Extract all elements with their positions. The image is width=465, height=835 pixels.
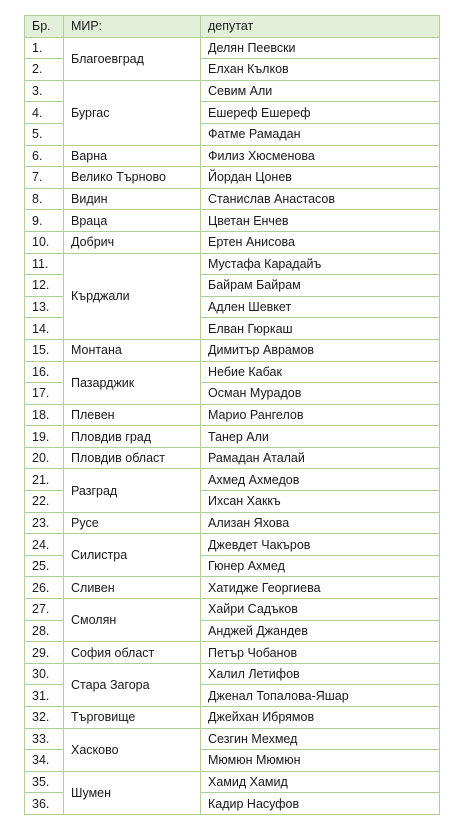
table-row <box>25 210 440 232</box>
row-number: 10. <box>25 231 64 253</box>
row-number: 31. <box>25 685 64 707</box>
table-row <box>25 577 440 599</box>
table-row <box>25 188 440 210</box>
table-row <box>25 663 440 685</box>
deputy-name: Адлен Шевкет <box>201 296 440 318</box>
table-row <box>25 145 440 167</box>
mir-cell: Сливен <box>64 577 201 599</box>
deputy-name: Хайри Садъков <box>201 599 440 621</box>
deputy-name: Джейхан Ибрямов <box>201 707 440 729</box>
deputy-name: Ертен Анисова <box>201 231 440 253</box>
row-number: 32. <box>25 707 64 729</box>
table-row <box>25 253 440 275</box>
mir-cell: Добрич <box>64 231 201 253</box>
mir-cell: Благоевград <box>64 37 201 80</box>
deputy-name: Халил Летифов <box>201 663 440 685</box>
deputy-name: Ахмед Ахмедов <box>201 469 440 491</box>
table-row <box>25 599 440 621</box>
row-number: 4. <box>25 102 64 124</box>
mir-cell: Пловдив област <box>64 447 201 469</box>
deputy-name: Филиз Хюсменова <box>201 145 440 167</box>
row-number: 11. <box>25 253 64 275</box>
mir-cell: Русе <box>64 512 201 534</box>
deputies-table <box>24 15 440 815</box>
row-number: 35. <box>25 771 64 793</box>
mir-cell: Пловдив град <box>64 426 201 448</box>
row-number: 13. <box>25 296 64 318</box>
row-number: 1. <box>25 37 64 59</box>
row-number: 5. <box>25 123 64 145</box>
row-number: 16. <box>25 361 64 383</box>
deputy-name: Цветан Енчев <box>201 210 440 232</box>
deputy-name: Джевдет Чакъров <box>201 534 440 556</box>
table-row <box>25 404 440 426</box>
table-row <box>25 80 440 102</box>
row-number: 8. <box>25 188 64 210</box>
deputy-name: Ализан Яхова <box>201 512 440 534</box>
deputy-name: Фатме Рамадан <box>201 123 440 145</box>
row-number: 25. <box>25 555 64 577</box>
mir-cell: Кърджали <box>64 253 201 339</box>
table-row <box>25 426 440 448</box>
table-row <box>25 771 440 793</box>
table-row <box>25 512 440 534</box>
table-row <box>25 534 440 556</box>
row-number: 36. <box>25 793 64 815</box>
table-row <box>25 469 440 491</box>
row-number: 26. <box>25 577 64 599</box>
table-row <box>25 231 440 253</box>
mir-cell: Велико Търново <box>64 167 201 189</box>
deputy-name: Мюмюн Мюмюн <box>201 750 440 772</box>
header-deputy: депутат <box>201 16 440 38</box>
mir-cell: Пазарджик <box>64 361 201 404</box>
table-row <box>25 167 440 189</box>
deputies-table-container <box>24 15 440 815</box>
header-mir: МИР: <box>64 16 201 38</box>
deputy-name: Елван Гюркаш <box>201 318 440 340</box>
table-header-row <box>25 16 440 38</box>
mir-cell: Видин <box>64 188 201 210</box>
table-row <box>25 728 440 750</box>
mir-cell: Стара Загора <box>64 663 201 706</box>
row-number: 30. <box>25 663 64 685</box>
mir-cell: Смолян <box>64 599 201 642</box>
mir-cell: София област <box>64 642 201 664</box>
row-number: 28. <box>25 620 64 642</box>
table-row <box>25 361 440 383</box>
row-number: 20. <box>25 447 64 469</box>
deputy-name: Ешереф Ешереф <box>201 102 440 124</box>
deputy-name: Ихсан Хаккъ <box>201 491 440 513</box>
deputy-name: Дженал Топалова-Яшар <box>201 685 440 707</box>
row-number: 29. <box>25 642 64 664</box>
deputy-name: Петър Чобанов <box>201 642 440 664</box>
deputy-name: Станислав Анастасов <box>201 188 440 210</box>
mir-cell: Търговище <box>64 707 201 729</box>
row-number: 34. <box>25 750 64 772</box>
deputy-name: Небие Кабак <box>201 361 440 383</box>
header-number: Бр. <box>25 16 64 38</box>
row-number: 6. <box>25 145 64 167</box>
row-number: 17. <box>25 383 64 405</box>
row-number: 12. <box>25 275 64 297</box>
row-number: 22. <box>25 491 64 513</box>
row-number: 3. <box>25 80 64 102</box>
deputy-name: Анджей Джандев <box>201 620 440 642</box>
deputy-name: Йордан Цонев <box>201 167 440 189</box>
row-number: 23. <box>25 512 64 534</box>
row-number: 7. <box>25 167 64 189</box>
row-number: 33. <box>25 728 64 750</box>
mir-cell: Плевен <box>64 404 201 426</box>
deputy-name: Гюнер Ахмед <box>201 555 440 577</box>
mir-cell: Бургас <box>64 80 201 145</box>
deputy-name: Байрам Байрам <box>201 275 440 297</box>
row-number: 24. <box>25 534 64 556</box>
deputy-name: Танер Али <box>201 426 440 448</box>
table-row <box>25 447 440 469</box>
deputy-name: Хатидже Георгиева <box>201 577 440 599</box>
table-body <box>25 37 440 814</box>
deputy-name: Кадир Насуфов <box>201 793 440 815</box>
deputy-name: Елхан Кълков <box>201 59 440 81</box>
deputy-name: Севим Али <box>201 80 440 102</box>
mir-cell: Силистра <box>64 534 201 577</box>
row-number: 9. <box>25 210 64 232</box>
table-row <box>25 37 440 59</box>
mir-cell: Разград <box>64 469 201 512</box>
deputy-name: Марио Рангелов <box>201 404 440 426</box>
row-number: 15. <box>25 339 64 361</box>
deputy-name: Хамид Хамид <box>201 771 440 793</box>
table-row <box>25 707 440 729</box>
row-number: 19. <box>25 426 64 448</box>
deputy-name: Рамадан Аталай <box>201 447 440 469</box>
deputy-name: Димитър Аврамов <box>201 339 440 361</box>
table-row <box>25 339 440 361</box>
deputy-name: Осман Мурадов <box>201 383 440 405</box>
row-number: 14. <box>25 318 64 340</box>
row-number: 27. <box>25 599 64 621</box>
mir-cell: Шумен <box>64 771 201 814</box>
row-number: 21. <box>25 469 64 491</box>
mir-cell: Монтана <box>64 339 201 361</box>
deputy-name: Сезгин Мехмед <box>201 728 440 750</box>
mir-cell: Хасково <box>64 728 201 771</box>
deputy-name: Мустафа Карадайъ <box>201 253 440 275</box>
mir-cell: Враца <box>64 210 201 232</box>
mir-cell: Варна <box>64 145 201 167</box>
deputy-name: Делян Пеевски <box>201 37 440 59</box>
row-number: 18. <box>25 404 64 426</box>
table-row <box>25 642 440 664</box>
row-number: 2. <box>25 59 64 81</box>
